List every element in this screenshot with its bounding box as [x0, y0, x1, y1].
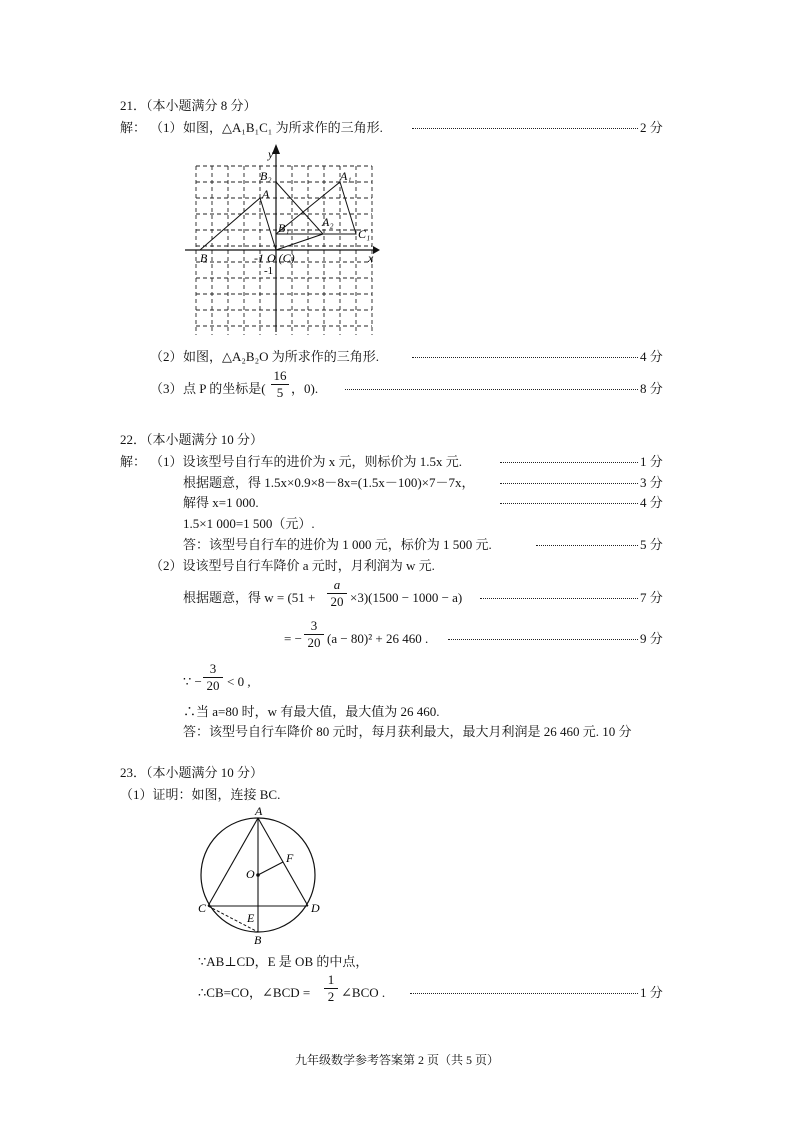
q21-part3-num: （3）: [150, 381, 183, 396]
label-y: y: [268, 147, 274, 161]
q21-part3-post: ，0).: [291, 381, 319, 396]
q22-line4: 1.5×1 000=1 500（元）.: [183, 516, 315, 531]
q21-part2-text: 如图，△A₂B₂O 为所求作的三角形.: [183, 349, 380, 364]
label-A1: A₁: [340, 169, 352, 183]
label-A: A: [255, 804, 263, 818]
q22-line1-score: 1 分: [640, 454, 663, 469]
q22-line2: 根据题意，得 1.5x×0.9×8－8x=(1.5x－100)×7－7x，: [183, 475, 475, 490]
label-x: x: [368, 251, 374, 265]
q22-line8-fraction: [304, 619, 324, 650]
q22-line1-leader: [500, 462, 638, 463]
frac-numerator: 1: [327, 972, 335, 987]
q21-coordinate-figure: [180, 140, 380, 335]
q22-line8-score: 9 分: [640, 631, 663, 646]
label-D: D: [311, 901, 320, 915]
q22-line7-pre: 根据题意，得 w = (51 +: [183, 590, 316, 605]
q22-line6: （2）设该型号自行车降价 a 元时，月利润为 w 元.: [150, 558, 435, 573]
q23-title: 23．（本小题满分 10 分）: [120, 765, 264, 780]
q22-title: 22．（本小题满分 10 分）: [120, 432, 264, 447]
triangle-A2B2O: [276, 182, 323, 250]
frac-numerator: 16: [273, 368, 287, 383]
q22-line9-fraction: [203, 662, 223, 693]
segment-OF: [258, 862, 283, 875]
q22-line7-post: ×3)(1500 − 1000 − a): [350, 590, 463, 605]
q22-line7-score: 7 分: [640, 590, 663, 605]
q22-line9-pre: ∵ −: [183, 674, 202, 689]
page-footer: 九年级数学参考答案第 2 页（共 5 页）: [294, 1053, 499, 1067]
q22-line8-pre: = −: [284, 631, 302, 646]
q21-title: 21．（本小题满分 8 分）: [120, 98, 257, 113]
q23-line2: ∵AB⊥CD，E 是 OB 的中点，: [198, 954, 369, 969]
q22-line10: ∴当 a=80 时，w 有最大值，最大值为 26 460.: [183, 704, 440, 719]
triangle-ABC: [200, 198, 276, 250]
q22-line5-leader: [536, 545, 638, 546]
q21-part3-pre: 点 P 的坐标是(: [183, 381, 266, 396]
q21-part1-leader: [412, 128, 638, 129]
q22-line2-score: 3 分: [640, 475, 663, 490]
label-origin: -1 O (C): [254, 251, 295, 265]
q21-part3-leader: [345, 389, 638, 390]
label-B1: B₁: [278, 221, 290, 235]
q22-line3-score: 4 分: [640, 495, 663, 510]
label-O: O: [246, 867, 255, 881]
label-E: E: [247, 911, 255, 925]
q22-line11: 答：该型号自行车降价 80 元时，每月获利最大，最大月利润是 26 460 元. 10 分: [183, 724, 632, 739]
frac-denominator: 20: [330, 594, 344, 609]
frac-numerator: 3: [310, 618, 318, 633]
q22-line9-post: < 0 ,: [227, 674, 251, 689]
q23-circle-figure: [195, 802, 325, 947]
frac-denominator: 5: [276, 385, 284, 400]
q23-line1: （1）证明：如图，连接 BC.: [120, 787, 281, 802]
x-axis-arrow: [373, 246, 380, 254]
label-B: B: [254, 933, 262, 947]
q21-part2-leader: [412, 357, 638, 358]
q23-line3-pre: ∴CB=CO，∠BCD =: [198, 985, 311, 1000]
q23-line3-score: 1 分: [640, 985, 663, 1000]
frac-denominator: 20: [206, 678, 220, 693]
q22-line7-leader: [480, 598, 638, 599]
q22-line5: 答：该型号自行车的进价为 1 000 元，标价为 1 500 元.: [183, 537, 492, 552]
q21-part2-score: 4 分: [640, 349, 663, 364]
label-B2: B₂: [260, 169, 272, 183]
frac-denominator: 2: [327, 989, 335, 1004]
q21-part1-num: （1）: [150, 120, 183, 135]
q22-line1: （1）设该型号自行车的进价为 x 元，则标价为 1.5x 元.: [150, 454, 463, 469]
q21-part3-fraction: [271, 369, 289, 400]
q22-line2-leader: [500, 483, 638, 484]
q23-line3-fraction: [324, 973, 338, 1004]
frac-denominator: 20: [307, 635, 321, 650]
q21-part1-score: 2 分: [640, 120, 663, 135]
label-B: B: [200, 251, 208, 265]
segment-CA: [208, 818, 258, 906]
frac-numerator: a: [333, 577, 341, 592]
label-C1: C₁: [358, 227, 371, 241]
label-neg1: -1: [264, 265, 274, 277]
q22-line8-post: (a − 80)² + 26 460 .: [327, 631, 429, 646]
q21-part1-text: 如图，△A₁B₁C₁ 为所求作的三角形.: [183, 120, 383, 135]
center-point: [256, 873, 260, 877]
frac-numerator: 3: [209, 661, 217, 676]
label-C: C: [198, 901, 207, 915]
label-A: A: [262, 187, 270, 201]
q21-jie: 解：: [120, 120, 147, 135]
q21-part2-num: （2）: [150, 349, 183, 364]
q22-line3-leader: [500, 503, 638, 504]
q22-line3: 解得 x=1 000.: [183, 495, 259, 510]
q22-line8-leader: [448, 639, 638, 640]
label-F: F: [286, 851, 294, 865]
q21-part3-score: 8 分: [640, 381, 663, 396]
q22-jie: 解：: [120, 454, 147, 469]
q23-line3-post: ∠BCO .: [341, 985, 386, 1000]
q22-line5-score: 5 分: [640, 537, 663, 552]
label-A2: A₂: [322, 215, 334, 229]
q22-line7-fraction: [327, 578, 347, 609]
q23-line3-leader: [410, 993, 638, 994]
